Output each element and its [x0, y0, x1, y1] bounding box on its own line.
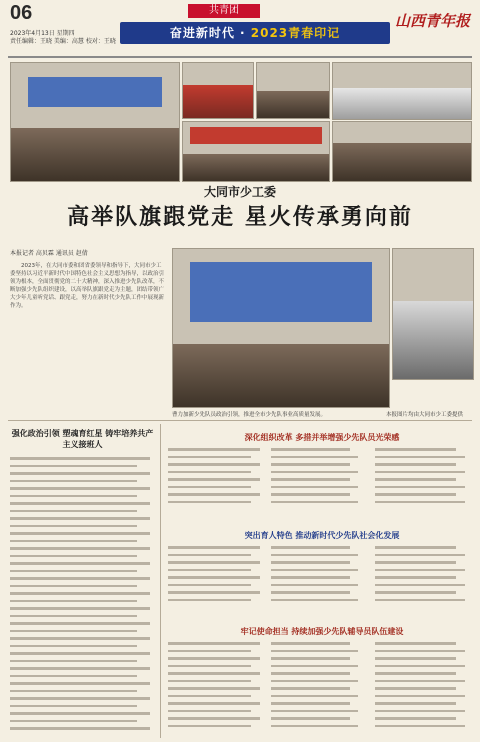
text-line	[168, 702, 260, 705]
text-line	[10, 465, 137, 468]
text-line	[10, 577, 150, 580]
text-line	[271, 695, 358, 698]
text-line	[10, 540, 137, 543]
text-line	[168, 471, 251, 474]
text-line	[271, 591, 349, 594]
text-line	[271, 702, 349, 705]
photo-caption-left: 曹力加新少先队员政治引领，推进全市少先队事业高质量发展。	[172, 412, 327, 418]
text-line	[375, 501, 465, 504]
text-line	[271, 672, 349, 675]
text-line	[10, 667, 150, 670]
channel-label: 共青团	[188, 4, 260, 18]
text-line	[10, 675, 137, 678]
text-line	[375, 554, 465, 557]
text-line	[375, 546, 457, 549]
text-line	[168, 584, 251, 587]
text-line	[168, 576, 260, 579]
text-line	[168, 546, 260, 549]
text-line	[10, 690, 137, 693]
text-line	[271, 642, 349, 645]
text-line	[375, 725, 465, 728]
theme-banner	[120, 22, 390, 44]
text-line	[375, 463, 457, 466]
text-line	[375, 717, 457, 720]
text-line	[10, 630, 137, 633]
photo-ceremony	[10, 62, 180, 182]
text-line	[10, 720, 137, 723]
text-line	[271, 665, 358, 668]
text-line	[271, 554, 358, 557]
text-line	[168, 501, 251, 504]
text-line	[271, 478, 349, 481]
text-line	[10, 645, 137, 648]
text-line	[10, 532, 150, 535]
section-2-body	[168, 544, 470, 604]
text-line	[10, 607, 150, 610]
banner-text: 奋进新时代 ·	[169, 26, 251, 40]
page-number: 06	[10, 2, 33, 24]
text-line	[168, 554, 251, 557]
text-line	[375, 471, 465, 474]
text-line	[10, 555, 137, 558]
text-line	[10, 472, 150, 475]
text-line	[375, 584, 465, 587]
photo-classroom	[256, 62, 330, 119]
text-line	[168, 687, 260, 690]
date-line	[10, 30, 116, 46]
header-rule	[8, 56, 472, 58]
text-line	[10, 637, 150, 640]
text-line	[10, 585, 137, 588]
column-rule	[160, 424, 161, 738]
text-line	[375, 478, 457, 481]
text-line	[168, 599, 251, 602]
text-line	[10, 487, 150, 490]
text-line	[10, 570, 137, 573]
text-line	[271, 471, 358, 474]
text-line	[375, 448, 457, 451]
section-3-body	[168, 640, 470, 736]
text-line	[168, 695, 251, 698]
text-line	[271, 576, 349, 579]
text-line	[375, 710, 465, 713]
text-line	[271, 546, 349, 549]
text-line	[375, 599, 465, 602]
page-header	[0, 0, 480, 58]
text-line	[168, 478, 260, 481]
text-line	[271, 569, 358, 572]
text-line	[271, 463, 349, 466]
photo-caption-right: 本报图片均由大同市少工委提供	[386, 412, 464, 418]
photo-activity	[332, 121, 472, 182]
text-line	[10, 517, 150, 520]
text-line	[10, 712, 150, 715]
editor-line: 责任编辑：王晓 美编：高慧 校对：王晓	[10, 38, 116, 45]
text-line	[10, 480, 137, 483]
text-line	[10, 727, 150, 730]
text-line	[168, 456, 251, 459]
text-line	[10, 697, 150, 700]
text-line	[10, 457, 150, 460]
text-line	[10, 547, 150, 550]
banner-highlight: 2023青春印记	[250, 26, 341, 40]
lead-paragraph: 2023年，在大同市委和团省委领导和指导下，大同市少工委坚持以习近平新时代中国特色社会主义思想为指导，以政治引领为根本，全面贯彻党的二十大精神，深入推进少先队改革，不断加强少先队组织建设，以高举队旗跟党走为主题，团结带领广大少年儿童听党话、跟党走，努力在新时代少先队工作中展现新作为。	[10, 263, 165, 309]
text-line	[168, 448, 260, 451]
text-line	[375, 665, 465, 668]
section-heading-2: 突出育人特色 推动新时代少先队社会化发展	[244, 531, 400, 540]
text-line	[168, 591, 260, 594]
text-line	[168, 486, 251, 489]
section-heading-1: 深化组织改革 多措并举增强少先队员光荣感	[244, 433, 400, 442]
publish-date: 2023年4月13日 星期四	[10, 30, 75, 37]
text-line	[271, 486, 358, 489]
text-line	[168, 642, 260, 645]
text-line	[271, 725, 358, 728]
text-line	[271, 657, 349, 660]
text-line	[271, 584, 358, 587]
text-line	[10, 562, 150, 565]
photo-group	[182, 121, 330, 182]
text-line	[271, 680, 358, 683]
text-line	[168, 561, 260, 564]
article-kicker: 大同市少工委	[203, 185, 276, 199]
left-column-body	[10, 455, 155, 737]
text-line	[168, 717, 260, 720]
photo-students	[392, 248, 474, 380]
text-line	[271, 561, 349, 564]
text-line	[10, 592, 150, 595]
section-1-body	[168, 446, 470, 506]
text-line	[10, 502, 150, 505]
text-line	[375, 569, 465, 572]
text-line	[168, 493, 260, 496]
text-line	[375, 456, 465, 459]
left-column-title: 强化政治引领 塑魂育红星 铸牢培养共产主义接班人	[11, 429, 154, 449]
photo-children-1	[182, 62, 254, 119]
text-line	[168, 569, 251, 572]
text-line	[271, 501, 358, 504]
text-line	[375, 591, 457, 594]
photo-team	[332, 62, 472, 120]
text-line	[168, 463, 260, 466]
text-line	[168, 657, 260, 660]
text-line	[168, 680, 251, 683]
text-line	[271, 493, 349, 496]
text-line	[271, 448, 349, 451]
text-line	[375, 493, 457, 496]
text-line	[375, 650, 465, 653]
divider	[8, 420, 472, 421]
byline: 本报记者 高贝霖 通讯员 赵倩	[10, 250, 88, 257]
text-line	[375, 695, 465, 698]
text-line	[10, 615, 137, 618]
text-line	[271, 687, 349, 690]
text-line	[168, 665, 251, 668]
text-line	[375, 561, 457, 564]
section-heading-3: 牢记使命担当 持续加强少先队辅导员队伍建设	[240, 627, 404, 636]
text-line	[375, 642, 457, 645]
text-line	[271, 710, 358, 713]
photo-main-event	[172, 248, 390, 408]
text-line	[168, 710, 251, 713]
text-line	[375, 657, 457, 660]
text-line	[10, 682, 150, 685]
text-line	[271, 456, 358, 459]
text-line	[168, 672, 260, 675]
text-line	[10, 600, 137, 603]
text-line	[375, 687, 457, 690]
text-line	[168, 725, 251, 728]
text-line	[271, 717, 349, 720]
text-line	[375, 702, 457, 705]
text-line	[168, 650, 251, 653]
newspaper-logo: 山西青年报	[394, 12, 470, 30]
text-line	[10, 660, 137, 663]
text-line	[10, 705, 137, 708]
text-line	[10, 510, 137, 513]
text-line	[10, 525, 137, 528]
text-line	[271, 650, 358, 653]
text-line	[271, 599, 358, 602]
text-line	[375, 680, 465, 683]
text-line	[375, 672, 457, 675]
text-line	[10, 652, 150, 655]
text-line	[10, 495, 137, 498]
text-line	[375, 486, 465, 489]
text-line	[375, 576, 457, 579]
text-line	[10, 622, 150, 625]
article-headline: 高举队旗跟党走 星火传承勇向前	[67, 205, 413, 230]
